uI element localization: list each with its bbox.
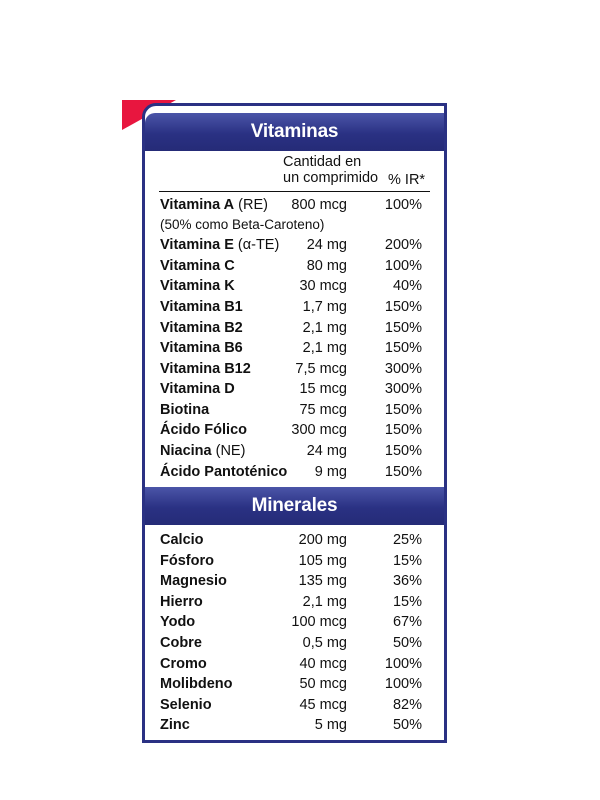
nutrient-label: Vitamina B6: [160, 340, 243, 356]
nutrient-quantity: 0,5 mg: [302, 635, 347, 651]
table-row: [145, 359, 444, 379]
nutrient-name: [160, 276, 235, 296]
nutrient-name: [160, 318, 243, 338]
table-row: [145, 674, 444, 694]
nutrient-name: [160, 400, 209, 420]
nutrient-name: [160, 338, 243, 358]
nutrient-percent-ir: 150%: [384, 464, 422, 480]
nutrient-name: Magnesio: [160, 573, 227, 590]
nutrient-percent-ir: 50%: [392, 635, 422, 651]
nutrient-label: Vitamina B12: [160, 361, 251, 377]
table-row: [145, 612, 444, 632]
nutrient-name: [160, 359, 251, 379]
nutrient-label: Vitamina B1: [160, 299, 243, 315]
nutrient-percent-ir: 150%: [384, 299, 422, 315]
nutrient-name: Molibdeno: [160, 676, 233, 693]
nutrient-name: Fósforo: [160, 552, 214, 569]
nutrient-quantity: 2,1 mg: [302, 320, 347, 336]
nutrient-name: [160, 256, 235, 276]
nutrient-percent-ir: 150%: [384, 320, 422, 336]
nutrient-quantity: 30 mcg: [299, 278, 347, 294]
nutrient-name: Cromo: [160, 655, 207, 672]
header-cantidad: Cantidad en un comprimido: [283, 154, 379, 186]
nutrient-quantity: 135 mg: [298, 573, 347, 590]
table-row: [145, 256, 444, 276]
table-row: [145, 379, 444, 399]
table-row: [145, 592, 444, 612]
nutrient-percent-ir: 36%: [392, 573, 422, 590]
nutrient-quantity: 40 mcg: [299, 655, 347, 672]
nutrient-name: Yodo: [160, 614, 196, 631]
table-row: [145, 420, 444, 440]
table-row: [145, 441, 444, 461]
nutrient-percent-ir: 100%: [384, 197, 422, 213]
nutrient-percent-ir: 100%: [384, 258, 422, 274]
nutrient-label: Vitamina E: [160, 237, 234, 253]
nutrient-quantity: 7,5 mcg: [295, 361, 347, 377]
nutrient-name: [160, 462, 287, 482]
table-row: [145, 551, 444, 571]
nutrient-percent-ir: 100%: [384, 655, 422, 672]
nutrient-name: [160, 195, 268, 215]
nutrient-quantity: 45 mcg: [299, 696, 347, 713]
table-row: [145, 297, 444, 317]
minerales-heading: Minerales: [145, 487, 444, 525]
nutrient-quantity: 1,7 mg: [302, 299, 347, 315]
nutrient-name: Zinc: [160, 717, 190, 734]
nutrient-percent-ir: 300%: [384, 381, 422, 397]
nutrient-quantity: 105 mg: [298, 552, 347, 569]
beta-carotene-note: (50% como Beta-Caroteno): [160, 217, 325, 232]
table-row: [145, 318, 444, 338]
nutrient-quantity: 24 mg: [306, 443, 347, 459]
nutrient-percent-ir: 200%: [384, 237, 422, 253]
nutrient-percent-ir: 82%: [392, 696, 422, 713]
nutrient-quantity: 300 mcg: [291, 422, 347, 438]
nutrient-percent-ir: 150%: [384, 402, 422, 418]
nutrient-unit-note: (NE): [211, 443, 246, 459]
nutrient-percent-ir: 50%: [392, 717, 422, 734]
nutrient-quantity: 50 mcg: [299, 676, 347, 693]
nutrient-quantity: 5 mg: [314, 717, 347, 734]
table-row: [145, 654, 444, 674]
nutrient-quantity: 24 mg: [306, 237, 347, 253]
table-row: [145, 195, 444, 215]
nutrient-label: Ácido Fólico: [160, 422, 247, 438]
nutrient-percent-ir: 15%: [392, 593, 422, 610]
table-row: [145, 338, 444, 358]
table-row: [145, 695, 444, 715]
table-row: [145, 400, 444, 420]
nutrient-name: Hierro: [160, 593, 203, 610]
table-row: [145, 235, 444, 255]
nutrient-name: Cobre: [160, 635, 202, 651]
nutrient-percent-ir: 150%: [384, 340, 422, 356]
nutrient-percent-ir: 15%: [392, 552, 422, 569]
nutrient-label: Vitamina C: [160, 258, 235, 274]
nutrient-quantity: 2,1 mg: [302, 593, 347, 610]
nutrient-percent-ir: 150%: [384, 422, 422, 438]
nutrient-quantity: 100 mcg: [291, 614, 347, 631]
table-row: [145, 462, 444, 482]
nutrient-unit-note: (RE): [234, 197, 268, 213]
nutrient-quantity: 2,1 mg: [302, 340, 347, 356]
nutrition-panel: [142, 103, 447, 743]
nutrient-quantity: 9 mg: [314, 464, 347, 480]
nutrient-percent-ir: 300%: [384, 361, 422, 377]
table-row: [145, 571, 444, 591]
nutrient-quantity: 75 mcg: [299, 402, 347, 418]
table-row: [145, 715, 444, 735]
nutrient-quantity: 80 mg: [306, 258, 347, 274]
vitaminas-heading: Vitaminas: [145, 113, 444, 151]
table-row: [145, 276, 444, 296]
nutrient-name: Calcio: [160, 532, 204, 548]
nutrient-name: [160, 297, 243, 317]
nutrient-percent-ir: 150%: [384, 443, 422, 459]
nutrient-quantity: 200 mg: [298, 532, 347, 548]
nutrient-label: Biotina: [160, 402, 210, 418]
nutrient-percent-ir: 40%: [392, 278, 422, 294]
nutrient-percent-ir: 25%: [392, 532, 422, 548]
nutrient-name: [160, 235, 279, 255]
table-row: [145, 633, 444, 653]
nutrient-percent-ir: 67%: [392, 614, 422, 631]
nutrient-label: Niacina: [160, 443, 212, 459]
nutrient-name: [160, 420, 247, 440]
nutrient-name: Selenio: [160, 696, 212, 713]
nutrient-label: Vitamina A: [160, 197, 235, 213]
nutrient-label: Vitamina K: [160, 278, 235, 294]
nutrient-label: Vitamina D: [160, 381, 235, 397]
nutrient-unit-note: (α-TE): [233, 237, 280, 253]
nutrient-quantity: 15 mcg: [299, 381, 347, 397]
nutrient-name: [160, 379, 235, 399]
nutrient-quantity: 800 mcg: [291, 197, 347, 213]
table-row: [145, 530, 444, 550]
header-divider: [159, 191, 430, 192]
header-ir: % IR*: [388, 172, 426, 188]
nutrient-label: Vitamina B2: [160, 320, 243, 336]
nutrient-percent-ir: 100%: [384, 676, 422, 693]
nutrient-label: Ácido Pantoténico: [160, 464, 288, 480]
nutrient-name: [160, 441, 245, 461]
